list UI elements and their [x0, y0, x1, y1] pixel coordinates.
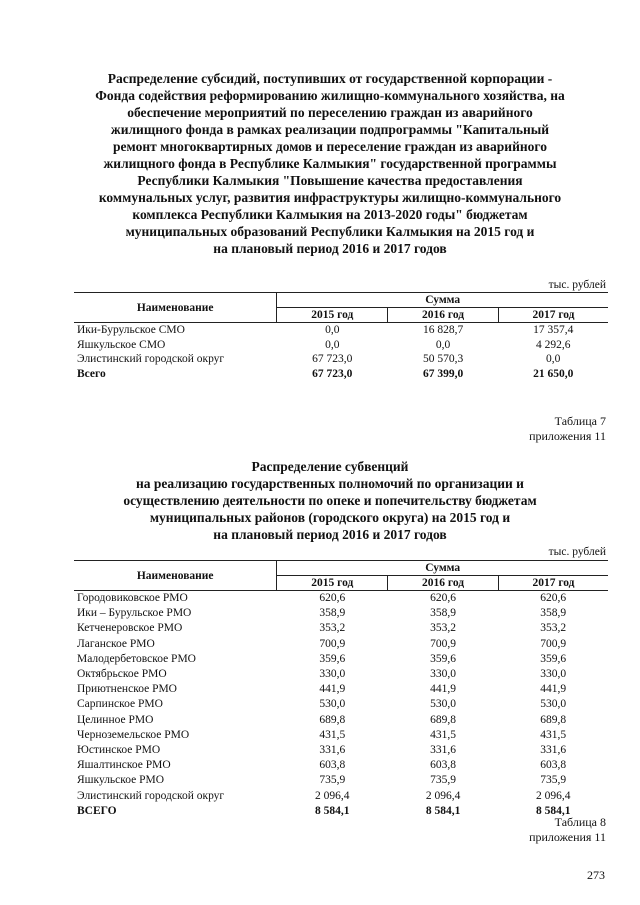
row-name-cell: Октябрьское РМО: [77, 668, 167, 681]
table-row: [74, 352, 608, 367]
value-2017-cell: 331,6: [540, 744, 567, 757]
row-name-cell: Приютненское РМО: [77, 683, 177, 696]
value-2016-cell: 689,8: [430, 713, 457, 726]
table-row: [74, 728, 608, 743]
total-2016-cell: 67 399,0: [422, 367, 464, 380]
value-2017-cell: 359,6: [540, 652, 567, 665]
table-row: [74, 773, 608, 788]
table-row: [74, 323, 608, 338]
value-2015-cell: 0,0: [325, 324, 340, 336]
row-name-cell: Юстинское РМО: [77, 744, 161, 757]
total-2015-cell: 67 723,0: [312, 367, 353, 380]
title-line: на плановый период 2016 и 2017 годов: [213, 527, 447, 542]
value-2016-cell: 603,8: [430, 759, 457, 772]
value-2016-cell: 700,9: [430, 637, 457, 650]
column-header-name: Наименование: [74, 293, 277, 323]
value-2015-cell: 330,0: [319, 668, 346, 681]
value-2016-cell: 441,9: [430, 683, 457, 696]
table8-note: [529, 815, 606, 845]
value-2017-cell: 700,9: [540, 637, 567, 650]
title-line: на плановый период 2016 и 2017 годов: [213, 241, 447, 256]
column-header-2015: 2015 год: [277, 576, 388, 591]
title-line: осуществлению деятельности по опеке и попечительству бюджетам: [123, 493, 537, 508]
row-name-cell: Ики – Бурульское РМО: [77, 607, 192, 620]
value-2017-cell: 0,0: [546, 353, 561, 365]
value-2016-cell: 358,9: [430, 607, 457, 620]
table-row: [74, 338, 608, 353]
value-2016-cell: 330,0: [430, 668, 457, 681]
table8-appendix: приложения 11: [529, 830, 606, 844]
table-row: [74, 697, 608, 712]
row-name-cell: Сарпинское РМО: [77, 698, 163, 711]
value-2017-cell: 735,9: [540, 774, 567, 787]
row-name-cell: Городовиковское РМО: [77, 592, 188, 604]
table-row: [74, 743, 608, 758]
column-header-2016: 2016 год: [388, 576, 499, 591]
value-2016-cell: 735,9: [430, 774, 457, 787]
row-name-cell: Элистинский городской округ: [77, 789, 225, 802]
value-2017-cell: 358,9: [540, 607, 567, 620]
table-row: [74, 789, 608, 804]
row-name-cell: Малодербетовское РМО: [77, 652, 196, 665]
value-2017-cell: 4 292,6: [535, 338, 571, 351]
title-line: Распределение субсидий, поступивших от государственной корпорации -: [107, 71, 553, 86]
value-2016-cell: 431,5: [430, 728, 457, 741]
section1-title: [70, 70, 590, 257]
value-2016-cell: 2 096,4: [425, 789, 461, 802]
row-name-cell: Яшкульское РМО: [77, 774, 165, 787]
column-header-sum: Сумма: [277, 561, 608, 576]
value-2015-cell: 530,0: [319, 698, 346, 711]
row-name-cell: Яшалтинское РМО: [77, 759, 171, 772]
value-2017-cell: 441,9: [540, 683, 567, 696]
value-2015-cell: 67 723,0: [312, 353, 353, 365]
title-line: ремонт многоквартирных домов и переселение граждан из аварийного: [113, 139, 547, 154]
value-2017-cell: 2 096,4: [535, 789, 571, 802]
table8-label: Таблица 8: [554, 815, 606, 829]
value-2015-cell: 735,9: [319, 774, 346, 787]
total-label-cell: Всего: [77, 367, 106, 380]
value-2015-cell: 620,6: [319, 592, 346, 604]
page-number: 273: [587, 868, 605, 882]
value-2015-cell: 2 096,4: [315, 789, 350, 802]
title-line: муниципальных образований Республики Калмыкия на 2015 год и: [125, 224, 535, 239]
column-header-2015: 2015 год: [277, 308, 388, 323]
total-label-cell: ВСЕГО: [77, 804, 117, 817]
value-2016-cell: 0,0: [435, 338, 451, 351]
value-2016-cell: 331,6: [430, 744, 457, 757]
value-2015-cell: 431,5: [319, 728, 346, 741]
row-name-cell: Яшкульское СМО: [77, 338, 166, 351]
column-header-sum: Сумма: [277, 293, 608, 308]
value-2015-cell: 689,8: [319, 713, 346, 726]
value-2017-cell: 431,5: [540, 728, 567, 741]
value-2017-cell: 330,0: [540, 668, 567, 681]
value-2017-cell: 17 357,4: [533, 324, 574, 336]
table-row: [74, 713, 608, 728]
total-2017-cell: 21 650,0: [533, 367, 574, 380]
section1-unit: тыс. рублей: [548, 279, 606, 291]
title-line: коммунальных услуг, развития инфраструктуры жилищно-коммунального: [98, 190, 562, 205]
value-2017-cell: 620,6: [540, 592, 567, 604]
table-row: [74, 758, 608, 773]
subsidies-table-body: [74, 323, 608, 382]
value-2015-cell: 358,9: [319, 607, 346, 620]
subventions-table: [74, 560, 608, 819]
value-2017-cell: 353,2: [540, 622, 567, 635]
section2-unit: тыс. рублей: [548, 546, 606, 558]
value-2016-cell: 353,2: [430, 622, 457, 635]
total-2016-cell: 8 584,1: [425, 804, 461, 817]
total-row: [74, 804, 608, 819]
value-2017-cell: 603,8: [540, 759, 567, 772]
title-line: обеспечение мероприятий по переселению граждан из аварийного: [127, 105, 533, 120]
title-line: муниципальных районов (городского округа) на 2015 год и: [149, 510, 511, 525]
table-row: [74, 682, 608, 697]
row-name-cell: Элистинский городской округ: [77, 353, 225, 365]
title-line: комплекса Республики Калмыкия на 2013-2020 годы" бюджетам: [132, 207, 528, 222]
title-line: Фонда содействия реформированию жилищно-коммунального хозяйства, на: [95, 88, 565, 103]
section2-title: [70, 458, 590, 543]
value-2017-cell: 530,0: [540, 698, 567, 711]
value-2016-cell: 620,6: [430, 592, 457, 604]
row-name-cell: Черноземельское РМО: [77, 728, 190, 741]
subventions-table-body: [74, 591, 608, 820]
subsidies-table: [74, 292, 608, 381]
total-row: [74, 367, 608, 382]
value-2016-cell: 359,6: [430, 652, 457, 665]
value-2015-cell: 700,9: [319, 637, 346, 650]
total-2017-cell: 8 584,1: [535, 804, 571, 817]
total-2015-cell: 8 584,1: [315, 804, 350, 817]
column-header-2016: 2016 год: [388, 308, 499, 323]
row-name-cell: Ики-Бурульское СМО: [77, 324, 185, 336]
value-2015-cell: 331,6: [319, 744, 346, 757]
value-2015-cell: 353,2: [319, 622, 346, 635]
value-2016-cell: 16 828,7: [422, 324, 464, 336]
table-row: [74, 621, 608, 636]
table-row: [74, 606, 608, 621]
row-name-cell: Лаганское РМО: [77, 637, 155, 650]
column-header-2017: 2017 год: [498, 308, 608, 323]
column-header-2017: 2017 год: [498, 576, 608, 591]
title-line: Распределение субвенций: [251, 459, 409, 474]
value-2015-cell: 441,9: [319, 683, 346, 696]
row-name-cell: Кетченеровское РМО: [77, 622, 183, 635]
table7-appendix: приложения 11: [529, 429, 606, 443]
title-line: Республики Калмыкия "Повышение качества предоставления: [137, 173, 523, 188]
table7-note: [529, 414, 606, 444]
title-line: на реализацию государственных полномочий по организации и: [136, 476, 524, 491]
value-2016-cell: 530,0: [430, 698, 457, 711]
value-2015-cell: 0,0: [325, 338, 340, 351]
value-2017-cell: 689,8: [540, 713, 567, 726]
value-2015-cell: 359,6: [319, 652, 346, 665]
table-row: [74, 652, 608, 667]
value-2015-cell: 603,8: [319, 759, 346, 772]
title-line: жилищного фонда в Республике Калмыкия" государственной программы: [103, 156, 557, 171]
table-row: [74, 667, 608, 682]
table-row: [74, 591, 608, 607]
table-row: [74, 637, 608, 652]
column-header-name: Наименование: [74, 561, 277, 591]
row-name-cell: Целинное РМО: [77, 713, 154, 726]
value-2016-cell: 50 570,3: [422, 353, 464, 365]
table7-label: Таблица 7: [554, 414, 606, 428]
title-line: жилищного фонда в рамках реализации подпрограммы "Капитальный: [110, 122, 550, 137]
